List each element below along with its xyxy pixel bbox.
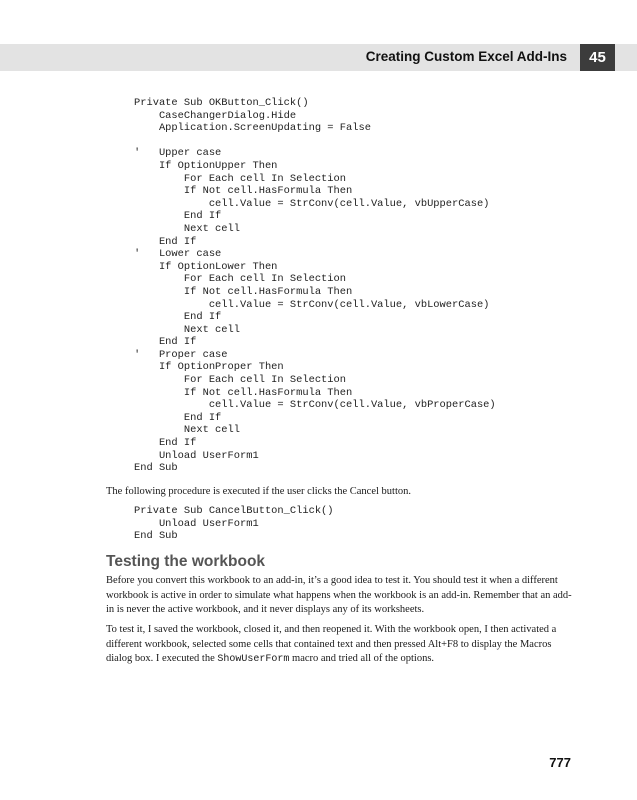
paragraph-text-after: macro and tried all of the options.: [289, 653, 435, 664]
code-line: If Not cell.HasFormula Then: [134, 386, 353, 399]
code-line: If OptionProper Then: [134, 361, 284, 374]
code-line: ' Upper case: [134, 147, 222, 160]
code-line: End If: [134, 437, 197, 450]
code-line: Unload UserForm1: [134, 449, 259, 462]
inline-code-macro-name: ShowUserForm: [217, 654, 290, 665]
code-line: [134, 135, 496, 148]
code-line: If Not cell.HasFormula Then: [134, 185, 353, 198]
code-line: If OptionUpper Then: [134, 159, 278, 172]
running-header-title: Creating Custom Excel Add-Ins: [365, 49, 567, 64]
code-line: Unload UserForm1: [134, 517, 259, 530]
code-line: End If: [134, 311, 222, 324]
code-line: ' Lower case: [134, 248, 222, 261]
code-line: ' Proper case: [134, 348, 228, 361]
code-line: For Each cell In Selection: [134, 273, 347, 286]
code-listing-cancel-button: [134, 505, 334, 543]
code-line: End If: [134, 210, 222, 223]
code-line: End Sub: [134, 530, 178, 543]
code-line: Application.ScreenUpdating = False: [134, 122, 371, 135]
code-line: Next cell: [134, 424, 241, 437]
code-line: Next cell: [134, 323, 241, 336]
code-line: For Each cell In Selection: [134, 374, 347, 387]
code-line: cell.Value = StrConv(cell.Value, vbLowerCase): [134, 298, 490, 311]
code-listing-ok-button: [134, 97, 496, 475]
paragraph-testing-procedure: [106, 623, 576, 668]
code-line: Private Sub CancelButton_Click(): [134, 505, 334, 517]
code-line: CaseChangerDialog.Hide: [134, 109, 297, 122]
code-line: Private Sub OKButton_Click(): [134, 97, 309, 109]
code-line: cell.Value = StrConv(cell.Value, vbUpperCase): [134, 197, 490, 210]
section-heading: Testing the workbook: [106, 553, 266, 570]
code-line: End Sub: [134, 462, 178, 475]
page-number: 777: [549, 755, 571, 770]
code-line: cell.Value = StrConv(cell.Value, vbProperCase): [134, 399, 496, 412]
chapter-number-badge: 45: [580, 44, 615, 71]
code-line: For Each cell In Selection: [134, 172, 347, 185]
code-line: End If: [134, 411, 222, 424]
code-line: If OptionLower Then: [134, 260, 278, 273]
paragraph-testing-intro: Before you convert this workbook to an add-in, it’s a good idea to test it. You should test it when a different workbook is active in order to simulate what happens when the workbook is an add-in. Remember that an add-in is never the active workbook, and it never displays any of its worksheets.: [106, 575, 572, 615]
code-line: If Not cell.HasFormula Then: [134, 285, 353, 298]
paragraph-cancel-intro: The following procedure is executed if the user clicks the Cancel button.: [106, 486, 411, 497]
paragraph-text-before: To test it, I saved the workbook, closed it, and then reopened it. With the workbook open, I then activated a different workbook, selected some cells that contained text and then pressed Alt+F8 to display the Macros dialog box. I executed the: [106, 624, 557, 664]
code-line: End If: [134, 336, 197, 349]
code-line: Next cell: [134, 222, 241, 235]
code-line: End If: [134, 235, 197, 248]
